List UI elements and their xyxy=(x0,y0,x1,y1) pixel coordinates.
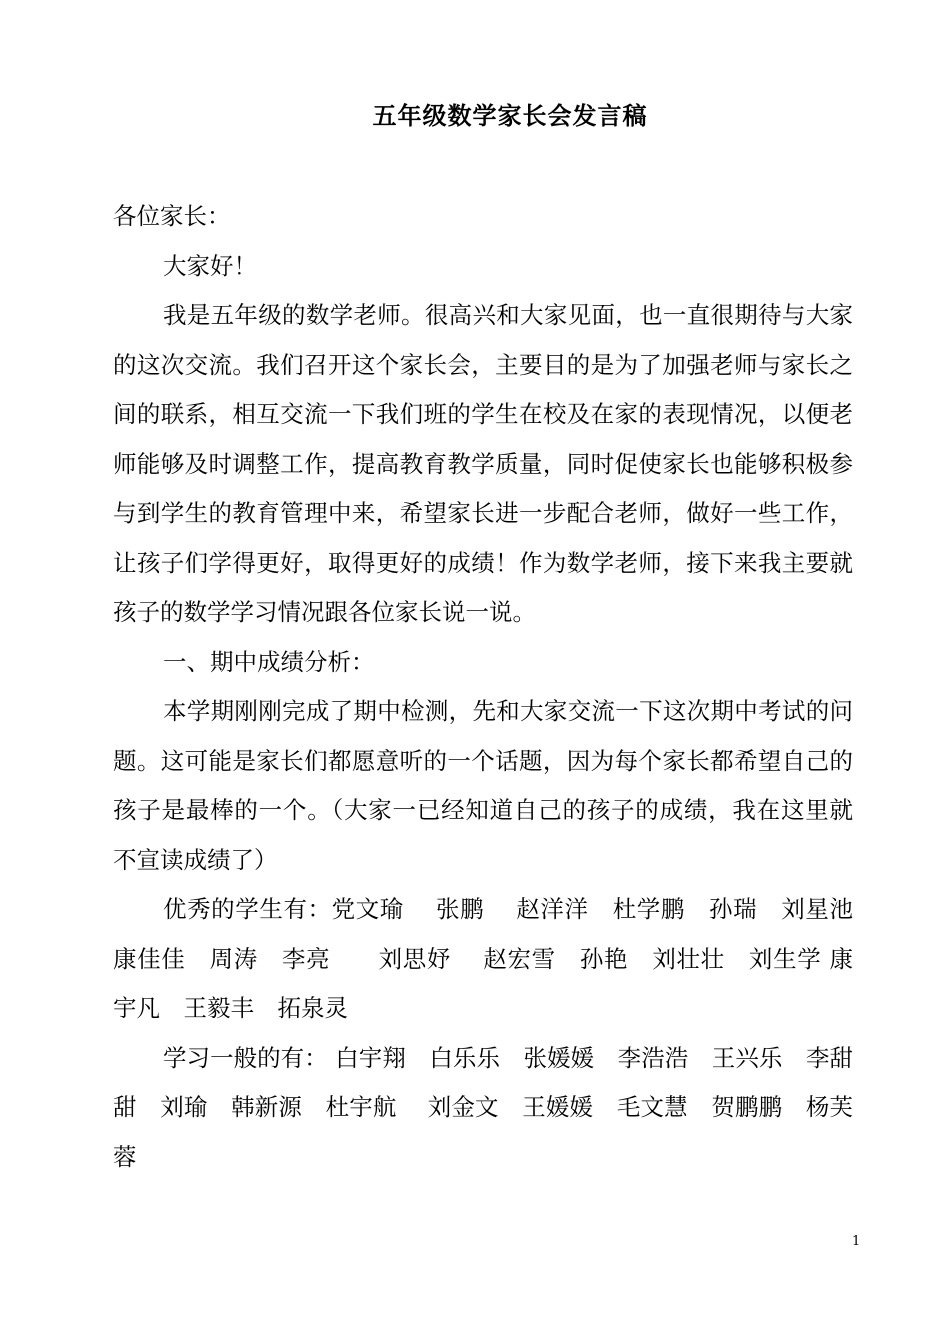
analysis-paragraph: 本学期刚刚完成了期中检测，先和大家交流一下这次期中考试的问题。这可能是家长们都愿意听的一个话题，因为每个家长都希望自己的孩子是最棒的一个。（大家一已经知道自己的孩子的成绩，我在这里就不宣读成绩了） xyxy=(113,697,853,874)
section-heading: 一、期中成绩分析： xyxy=(163,647,375,676)
document-title: 五年级数学家长会发言稿 xyxy=(372,101,648,130)
excellent-students-paragraph: 优秀的学生有：党文瑜 张鹏 赵洋洋 杜学鹏 孙瑞 刘星池 康佳佳 周涛 李亮 刘思妤 赵宏雪 孙艳 刘壮壮 刘生学 康宇凡 王毅丰 拓泉灵 xyxy=(113,895,877,1022)
average-students-paragraph: 学习一般的有： 白宇翔 白乐乐 张媛媛 李浩浩 王兴乐 李甜甜 刘瑜 韩新源 杜宇航 刘金文 王媛媛 毛文慧 贺鹏鹏 杨芙蓉 xyxy=(113,1043,853,1171)
page-number: 1 xyxy=(852,1234,861,1249)
salutation: 各位家长： xyxy=(113,202,231,230)
document-body xyxy=(113,192,877,1182)
intro-paragraph: 我是五年级的数学老师。很高兴和大家见面，也一直很期待与大家的这次交流。我们召开这个家长会，主要目的是为了加强老师与家长之间的联系，相互交流一下我们班的学生在校及在家的表现情况，以便老师能够及时调整工作，提高教育教学质量，同时促使家长也能够积极参与到学生的教育管理中来，希望家长进一步配合老师，做好一些工作，让孩子们学得更好，取得更好的成绩！作为数学老师，接下来我主要就孩子的数学学习情况跟各位家长说一说。 xyxy=(113,301,853,626)
greeting: 大家好！ xyxy=(163,251,257,280)
